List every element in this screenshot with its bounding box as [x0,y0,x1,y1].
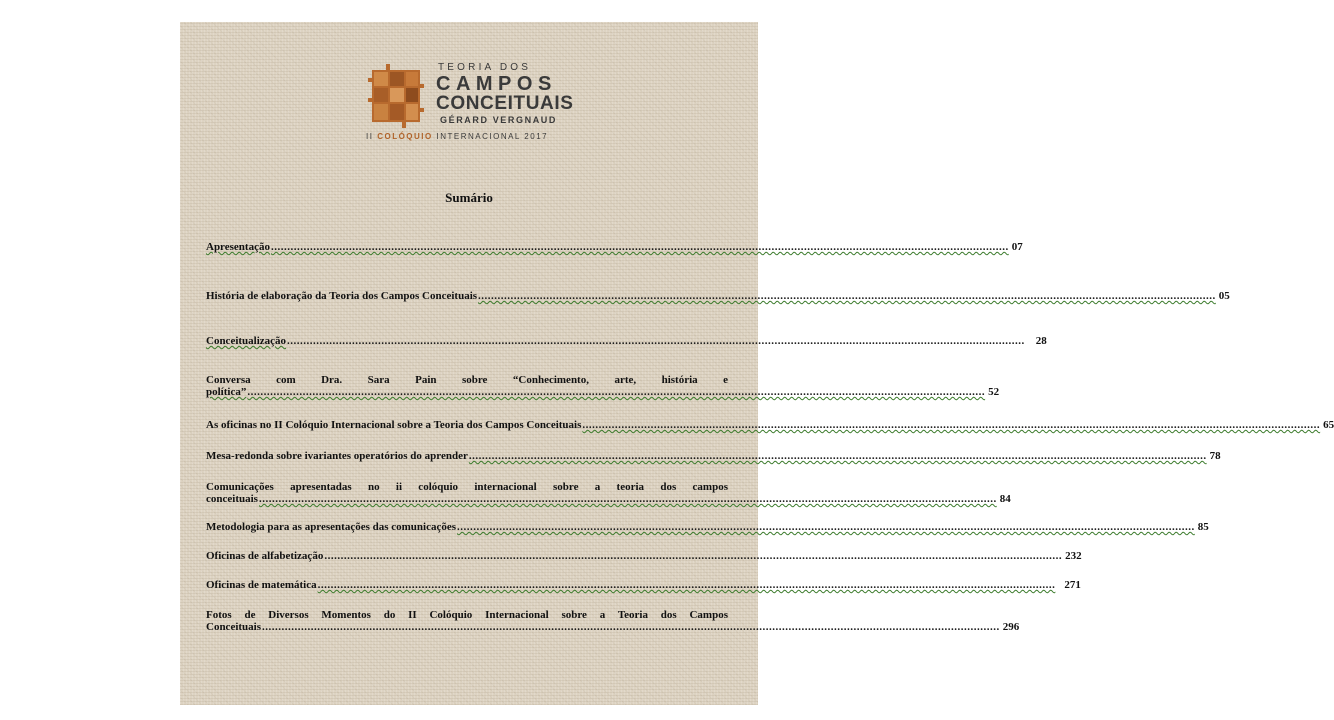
toc-entry [206,579,1081,591]
toc-entry [206,609,1020,633]
logo-sub-roman: II [366,132,374,141]
toc-entry [206,521,1209,533]
toc-label-line-2: Conceituais [206,621,261,633]
toc-entry [206,374,1000,398]
toc-entry [206,419,1334,431]
toc-leader: ................................................................................................................................................................................................................................... [317,579,1056,591]
toc-label-line-2: conceituais [206,493,258,505]
toc-leader: ................................................................................................................................................................................................................................... [478,290,1216,302]
toc-leader: ................................................................................................................................................................................................................................... [287,335,1025,347]
conference-logo [366,62,574,172]
toc-page: 28 [1035,335,1047,347]
toc-entry [206,290,1230,302]
toc-label-line-2: política” [206,386,247,398]
logo-line-2: CAMPOS [436,73,557,95]
toc-label: Mesa-redonda sobre ivariantes operatórios do aprender [206,450,468,462]
toc-leader: ................................................................................................................................................................................................................................... [258,493,997,505]
toc-entry [206,450,1221,462]
toc-leader: ................................................................................................................................................................................................................................... [457,521,1195,533]
logo-line-3: CONCEITUAIS [436,93,574,114]
toc-entry [206,241,1023,253]
toc-label: História de elaboração da Teoria dos Campos Conceituais [206,290,478,302]
toc-entry [206,550,1082,562]
toc-page: 52 [988,386,1000,398]
toc-page: 07 [1011,241,1023,253]
toc-label: Apresentação [206,241,270,253]
toc-page: 78 [1209,450,1221,462]
toc-leader: ................................................................................................................................................................................................................................... [247,386,986,398]
document-page [180,22,1334,705]
toc-page: 296 [1002,621,1020,633]
toc-entry [206,335,1047,347]
logo-sub-word: COLÓQUIO [377,132,433,141]
toc-leader: ................................................................................................................................................................................................................................... [324,550,1063,562]
toc-label: Oficinas de matemática [206,579,317,591]
summary-title: Sumário [445,190,493,205]
toc-entry [206,481,1011,505]
toc-leader: ................................................................................................................................................................................................................................... [468,450,1207,462]
toc-label-line-1: Fotos de Diversos Momentos do II Colóquio Internacional sobre a Teoria dos Campos [206,609,728,621]
toc-label: Oficinas de alfabetização [206,550,324,562]
logo-mosaic-icon [366,64,426,128]
toc-page: 84 [999,493,1011,505]
toc-label: As oficinas no II Colóquio Internacional sobre a Teoria dos Campos Conceituais [206,419,582,431]
toc-label: Metodologia para as apresentações das comunicações [206,521,457,533]
toc-label-line-1: Comunicações apresentadas no ii colóquio internacional sobre a teoria dos campos [206,481,728,493]
toc-leader: ................................................................................................................................................................................................................................... [582,419,1321,431]
logo-line-4: GÉRARD VERGNAUD [440,115,558,125]
toc-page: 85 [1197,521,1209,533]
toc-page: 232 [1065,550,1082,562]
toc-leader: ................................................................................................................................................................................................................................... [270,241,1009,253]
toc-leader: ................................................................................................................................................................................................................................... [262,621,1000,633]
toc-page: 271 [1064,579,1081,591]
logo-subtitle [366,132,566,141]
toc-label-line-1: Conversa com Dra. Sara Pain sobre “Conhecimento, arte, história e [206,374,728,386]
toc-label: Conceitualização [206,335,287,347]
logo-sub-rest: INTERNACIONAL 2017 [436,132,549,141]
toc-page: 05 [1218,290,1230,302]
logo-line-1: TEORIA DOS [438,62,532,73]
toc-page: 65 [1323,419,1334,431]
